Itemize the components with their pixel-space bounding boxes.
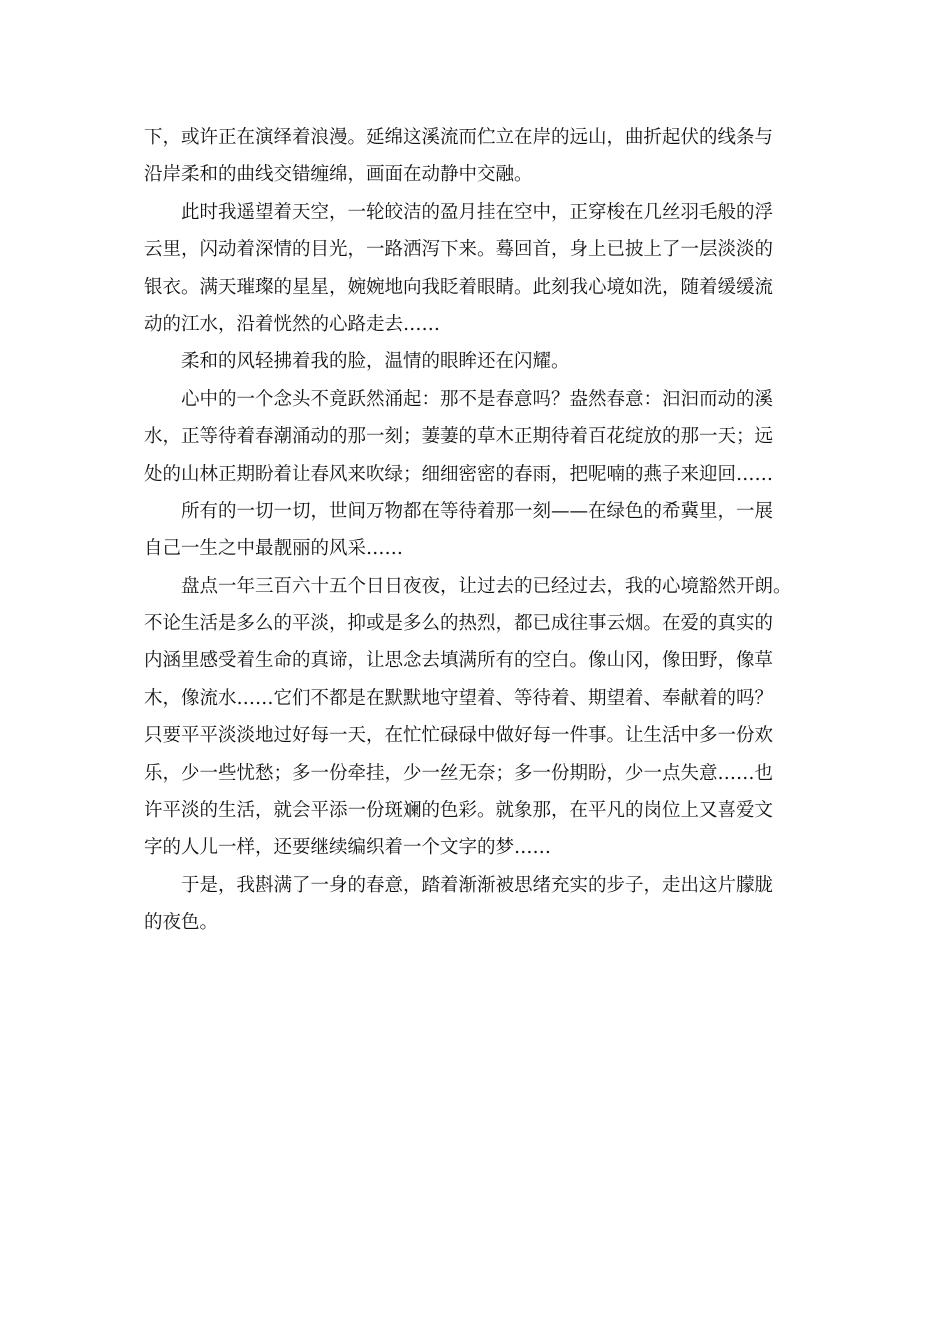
document-body — [144, 119, 808, 942]
text-line: 许平淡的生活，就会平添一份斑斓的色彩。就象那，在平凡的岗位上又喜爱文 — [144, 800, 774, 822]
text-line: 盘点一年三百六十五个日日夜夜，让过去的已经过去，我的心境豁然开朗。 — [181, 575, 792, 597]
text-line: 的夜色。 — [144, 912, 219, 934]
paragraph — [144, 568, 808, 867]
text-line: 内涵里感受着生命的真谛，让思念去填满所有的空白。像山冈，像田野，像草 — [144, 650, 774, 672]
text-line: 银衣。满天璀璨的星星，婉婉地向我眨着眼睛。此刻我心境如洗，随着缓缓流 — [144, 276, 774, 298]
paragraph — [144, 119, 808, 194]
text-line: 沿岸柔和的曲线交错缠绵，画面在动静中交融。 — [144, 164, 533, 186]
text-line: 此时我遥望着天空，一轮皎洁的盈月挂在空中，正穿梭在几丝羽毛般的浮 — [181, 201, 774, 223]
paragraph — [144, 343, 808, 380]
paragraph — [144, 867, 808, 942]
text-line: 不论生活是多么的平淡，抑或是多么的热烈，都已成往事云烟。在爱的真实的 — [144, 613, 774, 635]
text-line: 云里，闪动着深情的目光，一路洒泻下来。蓦回首，身上已披上了一层淡淡的 — [144, 239, 774, 261]
text-line: 自己一生之中最靓丽的风采…… — [144, 538, 404, 560]
text-line: 柔和的风轻拂着我的脸，温情的眼眸还在闪耀。 — [181, 351, 570, 373]
paragraph — [144, 194, 808, 344]
text-line: 木，像流水……它们不都是在默默地守望着、等待着、期望着、奉献着的吗？ — [144, 687, 774, 709]
text-line: 乐，少一些忧愁；多一份牵挂，少一丝无奈；多一份期盼，少一点失意……也 — [144, 762, 774, 784]
text-line: 处的山林正期盼着让春风来吹绿；细细密密的春雨，把呢喃的燕子来迎回…… — [144, 463, 774, 485]
paragraph — [144, 493, 808, 568]
text-line: 动的江水，沿着恍然的心路走去…… — [144, 313, 441, 335]
text-line: 字的人儿一样，还要继续编织着一个文字的梦…… — [144, 837, 552, 859]
text-line: 下，或许正在演绎着浪漫。延绵这溪流而伫立在岸的远山，曲折起伏的线条与 — [144, 127, 774, 148]
paragraph — [144, 381, 808, 493]
text-line: 心中的一个念头不竟跃然涌起：那不是春意吗？盎然春意：汩汩而动的溪 — [181, 388, 774, 410]
text-line: 只要平平淡淡地过好每一天，在忙忙碌碌中做好每一件事。让生活中多一份欢 — [144, 725, 774, 747]
text-line: 于是，我斟满了一身的春意，踏着渐渐被思绪充实的步子，走出这片朦胧 — [181, 874, 774, 896]
text-line: 所有的一切一切，世间万物都在等待着那一刻——在绿色的希冀里，一展 — [181, 500, 774, 522]
text-line: 水，正等待着春潮涌动的那一刻；萋萋的草木正期待着百花绽放的那一天；远 — [144, 426, 774, 448]
